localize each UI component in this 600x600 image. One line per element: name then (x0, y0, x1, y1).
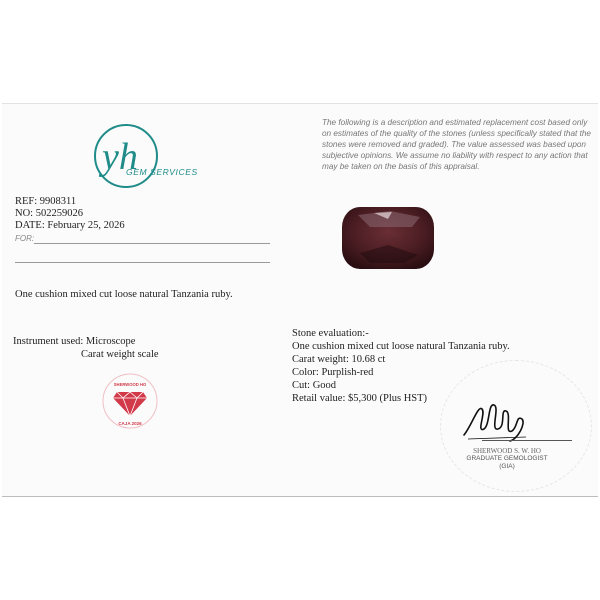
stone-evaluation (292, 327, 510, 405)
instruments-used (13, 335, 159, 361)
signatory-block (462, 447, 552, 471)
for-label: FOR: (15, 234, 35, 243)
retail-value: Retail value: $5,300 (Plus HST) (292, 393, 428, 404)
stone-description: One cushion mixed cut loose natural Tanzania ruby. (15, 289, 233, 300)
company-logo (92, 122, 222, 192)
logo-mark: yh (102, 136, 138, 178)
evaluation-line: One cushion mixed cut loose natural Tanzania ruby. (292, 341, 510, 352)
appraiser-seal (95, 372, 165, 430)
signatory-name: SHERWOOD S. W. HO (473, 447, 541, 455)
seal-bottom-text: CAJA 2026 (118, 421, 142, 426)
gemstone-photo (340, 205, 436, 271)
carat-weight: Carat weight: 10.68 ct (292, 354, 386, 365)
for-line-2 (15, 262, 270, 263)
logo-name: GEM SERVICES (126, 167, 198, 177)
stone-color: Color: Purplish-red (292, 367, 374, 378)
evaluation-heading: Stone evaluation:- (292, 328, 369, 339)
signature-line (482, 440, 572, 441)
stone-cut: Cut: Good (292, 380, 337, 391)
signatory-credential: (GIA) (499, 463, 515, 470)
signatory-title: GRADUATE GEMOLOGIST (466, 455, 548, 462)
ref-number: REF: 9908311 (15, 196, 77, 207)
signature (460, 395, 530, 445)
certificate-number: NO: 502259026 (15, 208, 83, 219)
instrument-line-1: Instrument used: Microscope (13, 336, 136, 347)
certificate-meta (15, 196, 125, 232)
for-line (34, 243, 270, 244)
certificate-date: DATE: February 25, 2026 (15, 220, 125, 231)
seal-top-text: SHERWOOD HO (113, 382, 147, 387)
disclaimer-text: The following is a description and estimated replacement cost based only on estimates of the quality of the stones (unless specifically stated that the stones were removed and graded). The value assessed was based upon subjective opinions. We assume no liability with respect to any action that may be taken on the basis of this appraisal. (322, 118, 591, 171)
instrument-line-2: Carat weight scale (81, 349, 159, 360)
